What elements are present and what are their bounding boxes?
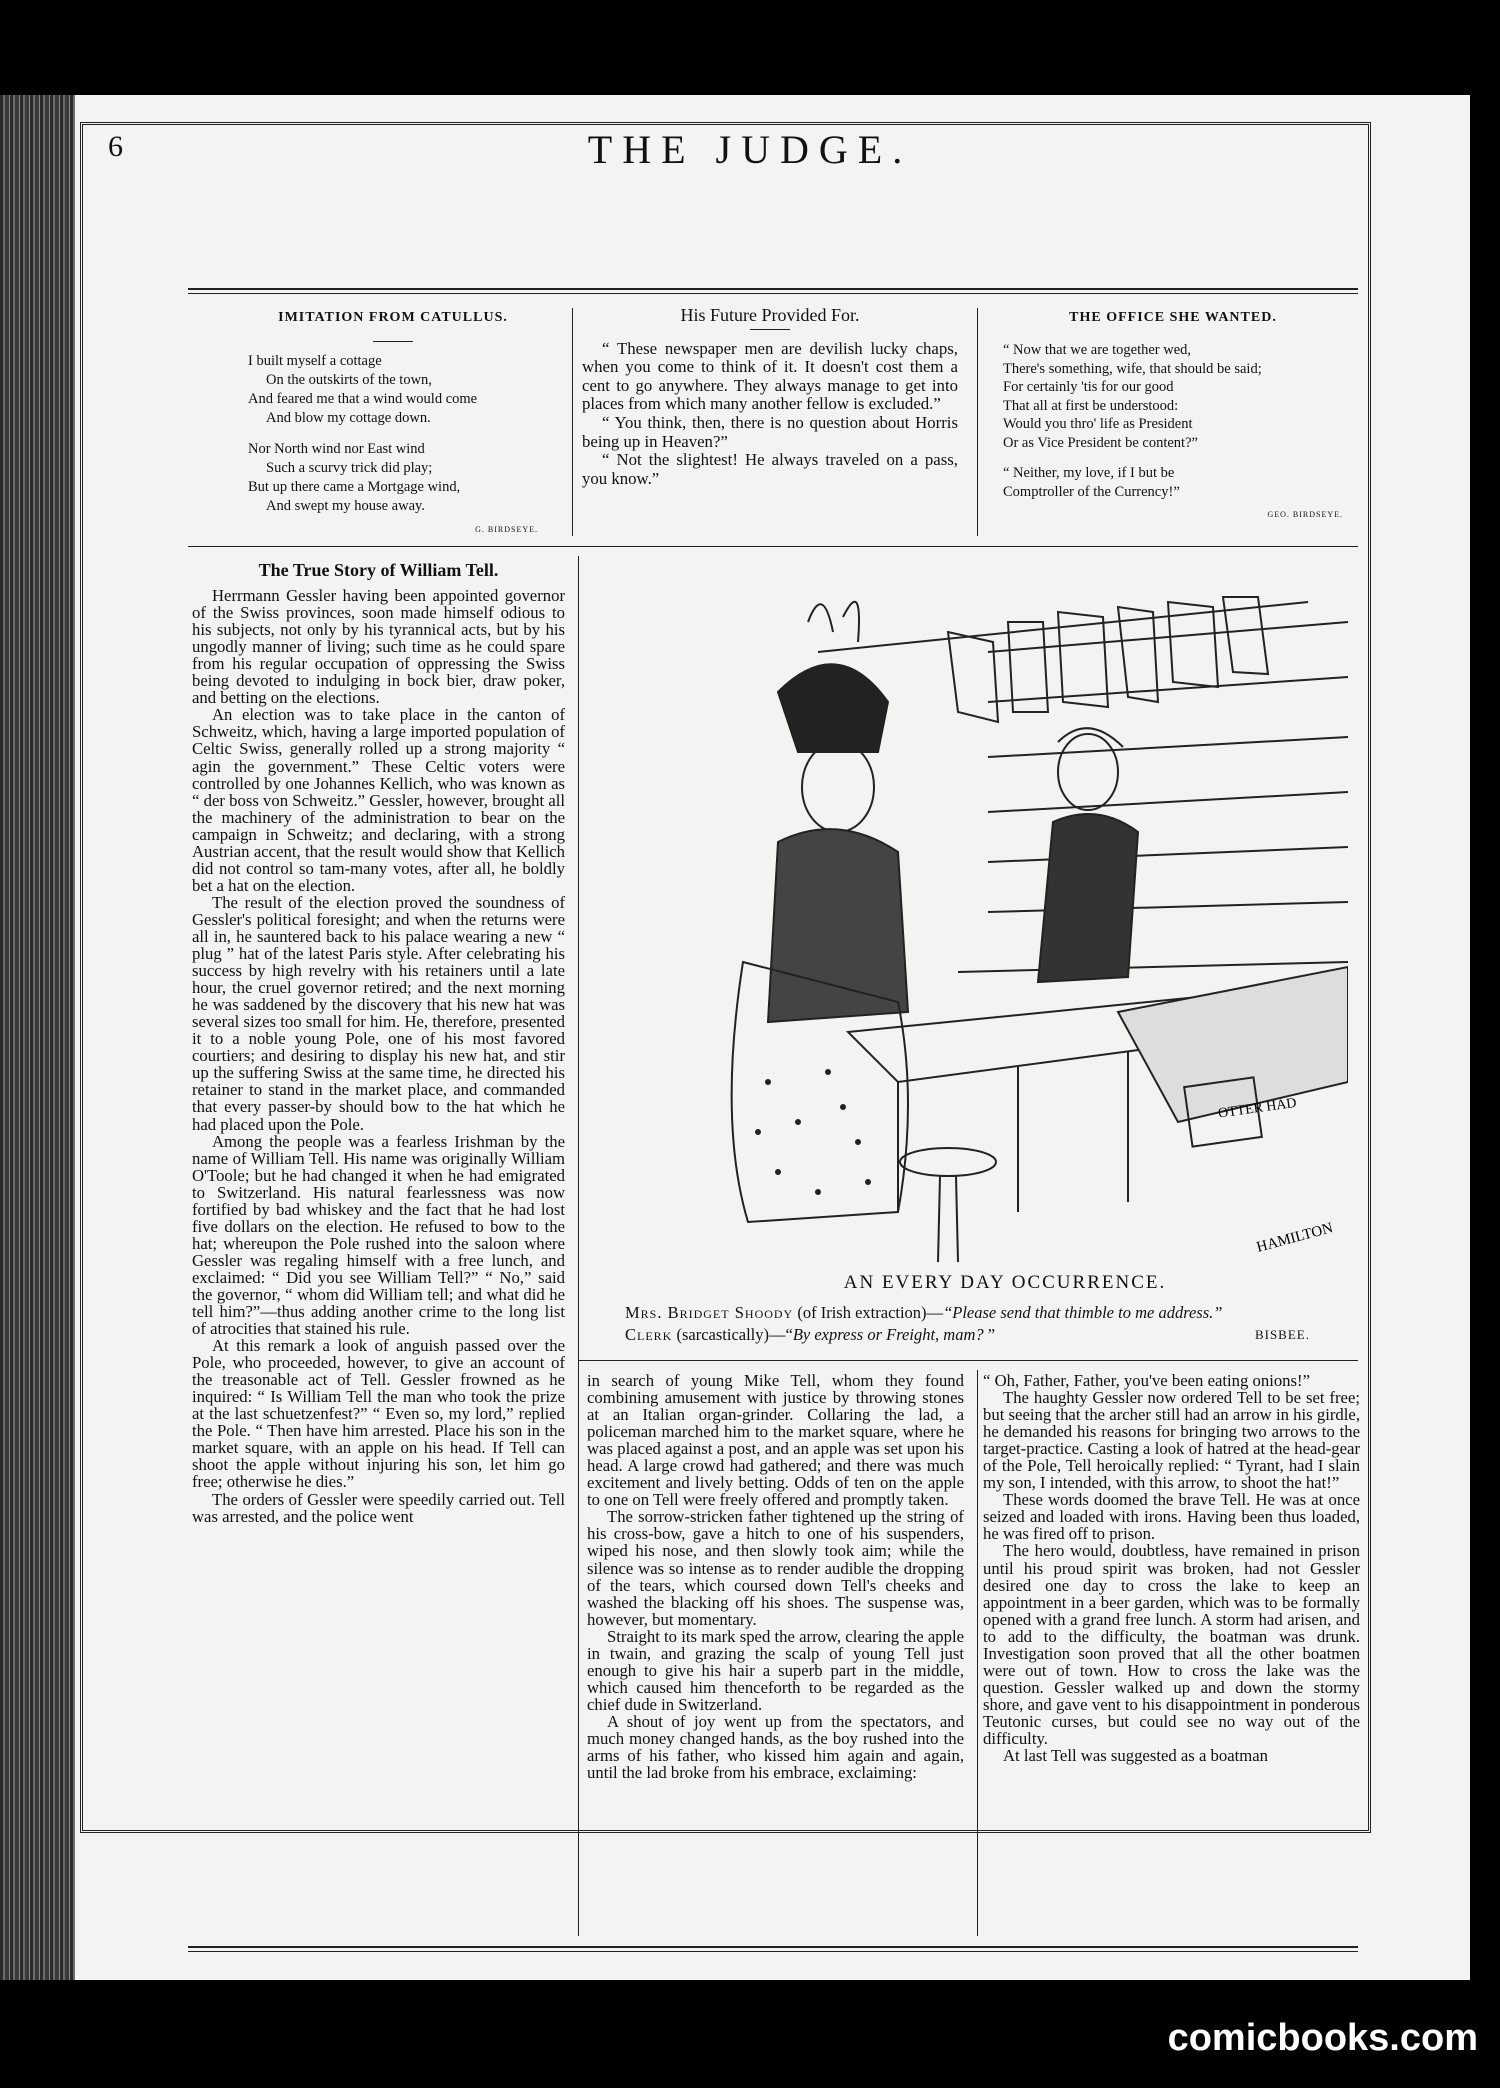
paragraph: At last Tell was suggested as a boatman (1003, 1746, 1269, 1766)
paragraph: Herrmann Gessler having been appointed governor of the Swiss provinces, soon made himself odious to his subjects, not only by his tyrannical acts, but by his ungodly manner of living; such time as he could spare from his regular occupation of oppressing the Swiss being devoted to indulging in bock bier, draw poker, and betting on the elections. (192, 586, 565, 708)
paragraph: At this remark a look of anguish passed over the Pole, who proceeded, however, to give an account of the treasonable act of Tell. Gessler frowned as he inquired: “ Is William Tell the man who took the prize at the last schuetzenfest?” “ Even so, my lord,” replied the Pole. “ Then have him arrested. Place his son in the market square, with an apple on his head. If Tell can shoot the apple without injuring his son, let him go free; otherwise he dies.” (192, 1336, 565, 1492)
paragraph: Straight to its mark sped the arrow, clearing the apple in twain, and grazing the scalp of young Tell just enough to give his hair a superb part in the middle, which caused him thenceforth to be regarded as the chief dude in Switzerland. (587, 1626, 964, 1714)
quote: “Please send that thimble to me address.” (943, 1303, 1223, 1322)
article-title: His Future Provided For. (680, 305, 860, 325)
cartoon-credit: BISBEE. (1254, 1327, 1310, 1342)
cartoon-bottom-rule (578, 1360, 1358, 1361)
paragraph: A shout of joy went up from the spectators, and much money changed hands, as the boy rushed into the arms of his father, who kissed him again and again, until the lad broke from his embrace, exclaiming: (587, 1711, 964, 1783)
paragraph: Among the people was a fearless Irishman by the name of William Tell. His name was originally William O'Toole; but he had changed it when he had emigrated to Switzerland. His natural fearlessness was now fortified by bad whiskey and the fact that he had lost five dollars on the election. He refused to bow to the hat; whereupon the Pole rushed into the saloon where Gessler was regaling himself with a free lunch, and exclaimed: “ Did you see William Tell?” “ No,” said the governor, “ whom did William tell; and what did he tell him?”—thus adding another crime to the long list of atrocities that stained his rule. (192, 1131, 565, 1339)
paragraph: The haughty Gessler now ordered Tell to be set free; but seeing that the archer still had an arrow in his girdle, he demanded his reasons for bringing two arrows to the target-practice. Casting a look of hatred at the head-gear of the Pole, Tell heroically replied: “ Tyrant, had I slain my son, I intended, with this arrow, to shoot the hat!” (983, 1388, 1360, 1493)
stanza (248, 440, 538, 516)
top-column-rule (977, 308, 978, 536)
paragraph: The orders of Gessler were speedily carried out. Tell was arrested, and the police went (192, 1489, 565, 1526)
title-rule (750, 329, 790, 330)
watermark: comicbooks.com (1167, 2017, 1478, 2059)
verse-line: “ Neither, my love, if I but be (1003, 465, 1175, 482)
paragraph: “ These newspaper men are devilish lucky chaps, when you come to think of it. It doesn't cost them a cent to go anywhere. They always manage to get into places from which many another fellow is excluded.” (582, 338, 958, 414)
verse-line: That all at first be understood: (1003, 397, 1179, 414)
verse-line: I built myself a cottage (248, 353, 382, 370)
verse-line: And feared me that a wind would come (248, 391, 478, 408)
speaker-note: (of Irish extraction)— (797, 1303, 944, 1322)
speaker-name: Clerk (625, 1325, 673, 1344)
poem-title: IMITATION FROM CATULLUS. (278, 310, 508, 325)
verse-line: Nor North wind nor East wind (248, 441, 425, 458)
quote: By express or Freight, mam? (792, 1325, 984, 1344)
verse-line: Or as Vice President be content?” (1003, 434, 1198, 451)
dialog-line (625, 1302, 1360, 1324)
verse-line: Would you thro' life as President (1003, 416, 1193, 433)
quote-close: ” (983, 1325, 996, 1344)
poem-office (1003, 308, 1343, 524)
verse-line: On the outskirts of the town, (266, 372, 432, 389)
story-column-1 (192, 562, 565, 1525)
paragraph: The sorrow-stricken father tightened up the string of his cross-bow, gave a hitch to one of his suspenders, wiped his nose, and then slowly took aim; while the silence was so intense as to render audible the dropping of the tears, which coursed down Tell's cheeks and washed the blacking off his shoes. The suspense was, however, but momentary. (587, 1507, 964, 1629)
footer-rule (188, 1946, 1358, 1948)
verse-line: Such a scurvy trick did play; (266, 460, 433, 477)
masthead: THE JUDGE. (587, 127, 913, 172)
section-rule (188, 546, 1358, 547)
verse-line: For certainly 'tis for our good (1003, 379, 1174, 396)
stanza (1003, 341, 1343, 452)
paragraph: “ Oh, Father, Father, you've been eating onions!” (983, 1371, 1310, 1390)
paragraph: An election was to take place in the canton of Schweitz, which, having a large imported population of Celtic Swiss, generally rolled up a strong majority “ agin the government.” These Celtic voters were controlled by one Johannes Kellich, who was known as “ der boss von Schweitz.” Gessler, however, brought all the machinery of the administration to bear on the campaign in Schweitz; and declaring, with a strong Austrian accent, that the result would show that Kellich did not control so tam-many votes, after all, he boldly bet a hat on the election. (192, 705, 565, 895)
story-column-rule (578, 556, 579, 1936)
top-column-rule (572, 308, 573, 536)
paragraph: These words doomed the brave Tell. He was at once seized and loaded with irons. Having been thus loaded, he was fired off to prison. (983, 1490, 1360, 1544)
verse-line: Comptroller of the Currency!” (1003, 483, 1180, 500)
verse-line: And swept my house away. (266, 498, 425, 515)
speaker-note: (sarcastically)—“ (676, 1325, 793, 1344)
header-rule (188, 288, 1358, 290)
story-column-2 (587, 1372, 964, 1781)
story-column-rule (977, 1370, 978, 1936)
paragraph: The result of the election proved the soundness of Gessler's political foresight; and when the returns were all in, he sauntered back to his palace wearing a new “ plug ” hat of the latest Paris style. After celebrating his success by high revelry with his retainers until a late hour, the cruel governor retired; and the next morning he was saddened by the discovery that his new hat was several sizes too small for him. He, therefore, presented it to a noble young Pole, one of his most favored courtiers; and desiring to display his new hat, and stir up the suffering Swiss at the same time, he directed his retainer to stand in the market place, and commanded that every passer-by should bow to the hat which he had placed upon the Pole. (192, 892, 565, 1134)
verse-line: And blow my cottage down. (266, 410, 431, 427)
speaker-name: Mrs. Bridget Shoody (625, 1303, 794, 1322)
author-signature: GEO. BIRDSEYE. (1267, 510, 1343, 520)
artist-signature: HAMILTON (1254, 1220, 1335, 1256)
counter-sign: OTTER HAD (1217, 1095, 1298, 1122)
story-title: The True Story of William Tell. (258, 560, 499, 580)
page-edge (1470, 95, 1500, 1980)
dialog-line (625, 1324, 1360, 1346)
verse-line: But up there came a Mortgage wind, (248, 479, 461, 496)
paragraph: The hero would, doubtless, have remained in prison until his proud spirit was broken, had not Gessler desired one day to cross the lake to keep an appointment in a beer garden, which was to be formally opened with a grand free lunch. A storm had arisen, and to add to the difficulty, the boatman was drunk. Investigation soon proved that all the other boatmen were out of town. How to cross the lake was the question. Gessler walked up and down the stormy shore, and gave vent to his disappointment in ponderous Teutonic curses, but could see no way out of the difficulty. (983, 1541, 1360, 1748)
stanza (248, 352, 538, 428)
stanza (1003, 464, 1343, 501)
poem-title: THE OFFICE SHE WANTED. (1069, 310, 1277, 325)
header-rule-thin (188, 293, 1358, 294)
page-number: 6 (108, 130, 123, 163)
verse-line: There's something, wife, that should be said; (1003, 360, 1262, 377)
story-column-3 (983, 1372, 1360, 1764)
future-provided (582, 306, 958, 488)
verse-line: “ Now that we are together wed, (1003, 342, 1192, 359)
paragraph: “ You think, then, there is no question about Horris being up in Heaven?” (582, 412, 958, 451)
cartoon-caption: AN EVERY DAY OCCURRENCE. (843, 1272, 1167, 1293)
cartoon-dialog (625, 1302, 1360, 1346)
footer-rule-thin (188, 1951, 1358, 1952)
author-signature: G. BIRDSEYE. (475, 525, 538, 535)
cartoon-illustration (658, 562, 1348, 1262)
paragraph: in search of young Mike Tell, whom they found combining amusement with justice by throwing stones at an Italian organ-grinder. Collaring the lad, a policeman marched him to the market square, where he was placed against a post, and an apple was set upon his head. A large crowd had gathered; and there was much excitement and lively betting. Odds of ten on the apple to one on Tell were freely offered and promptly taken. (587, 1371, 964, 1510)
poem-catullus (248, 308, 538, 539)
title-rule (373, 341, 413, 342)
book-binding (0, 95, 75, 1980)
paragraph: “ Not the slightest! He always traveled on a pass, you know.” (582, 450, 958, 488)
